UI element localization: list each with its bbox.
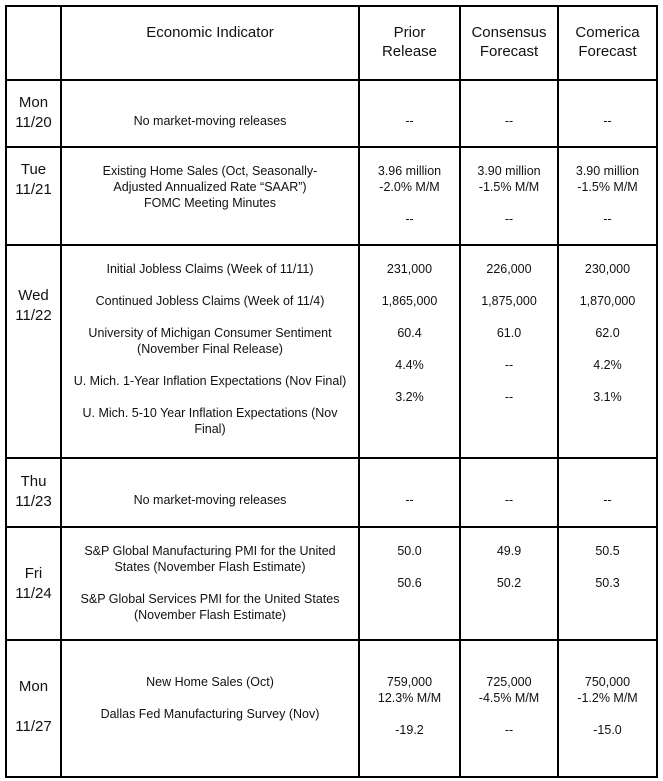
prior-cell (359, 640, 460, 777)
comerica-value: 62.0 (595, 326, 620, 341)
day-text: Thu 11/23 (15, 472, 52, 510)
comerica-value: -15.0 (593, 722, 622, 737)
indicator-value: University of Michigan Consumer Sentiment (November Final Release) (88, 326, 332, 357)
comerica-value: 50.5 (595, 543, 620, 558)
indicator-value: No market-moving releases (133, 114, 287, 128)
prior-value: 50.0 (397, 543, 422, 558)
consensus-value: -- (504, 358, 514, 373)
day-text: Mon 11/20 (15, 94, 52, 131)
consensus-value: 725,000 -4.5% M/M (478, 674, 540, 705)
prior-value: -- (405, 212, 414, 227)
consensus-cell (460, 458, 558, 527)
day-label (6, 458, 61, 527)
indicator-value: S&P Global Manufacturing PMI for the United States (November Flash Estimate) (84, 543, 336, 574)
consensus-cell (460, 147, 558, 245)
prior-value: 3.96 million -2.0% M/M (377, 164, 442, 195)
comerica-value: 750,000 -1.2% M/M (577, 674, 638, 705)
header-prior: Prior Release (359, 6, 460, 80)
indicator-value: New Home Sales (Oct) (146, 674, 274, 689)
day-label (6, 640, 61, 777)
prior-value: -- (405, 114, 414, 128)
indicator-value: S&P Global Services PMI for the United States (November Flash Estimate) (80, 591, 340, 622)
consensus-value: 49.9 (496, 543, 522, 558)
consensus-value: -- (504, 114, 514, 128)
day-label (6, 80, 61, 147)
consensus-value: -- (504, 212, 514, 227)
day-row (6, 458, 657, 527)
day-text: Fri 11/24 (15, 564, 52, 602)
comerica-cell (558, 245, 657, 457)
prior-cell (359, 245, 460, 457)
prior-value: -- (405, 492, 414, 507)
day-row (6, 640, 657, 777)
day-label (6, 147, 61, 245)
prior-cell (359, 147, 460, 245)
consensus-value: -- (504, 722, 514, 737)
day-row (6, 147, 657, 245)
consensus-value: 61.0 (496, 326, 522, 341)
comerica-value: 230,000 (584, 262, 631, 277)
prior-value: 231,000 (386, 262, 433, 277)
indicator-value: FOMC Meeting Minutes (144, 196, 276, 211)
indicator-cell (61, 80, 359, 147)
consensus-value: -- (504, 390, 514, 405)
consensus-value: 1,875,000 (481, 294, 537, 309)
consensus-cell (460, 80, 558, 147)
comerica-cell (558, 640, 657, 777)
day-label (6, 245, 61, 457)
day-row (6, 80, 657, 147)
day-row (6, 527, 657, 640)
day-label (6, 527, 61, 640)
comerica-cell (558, 527, 657, 640)
comerica-cell (558, 458, 657, 527)
day-text: Mon 11/27 (15, 677, 52, 735)
indicator-value: Dallas Fed Manufacturing Survey (Nov) (100, 706, 320, 721)
indicator-cell (61, 527, 359, 640)
comerica-value: 3.90 million -1.5% M/M (575, 164, 640, 195)
comerica-value: 50.3 (595, 575, 620, 590)
consensus-cell (460, 245, 558, 457)
indicator-value: Existing Home Sales (Oct, Seasonally-Adjusted Annualized Rate “SAAR”) (102, 164, 318, 195)
prior-value: 60.4 (397, 326, 422, 341)
prior-cell (359, 458, 460, 527)
header-day (6, 6, 61, 80)
consensus-value: 50.2 (496, 575, 522, 590)
comerica-value: 3.1% (593, 390, 622, 405)
prior-value: 4.4% (395, 358, 424, 373)
day-row (6, 245, 657, 457)
comerica-value: -- (603, 212, 612, 227)
comerica-cell (558, 147, 657, 245)
consensus-cell (460, 640, 558, 777)
indicator-cell (61, 147, 359, 245)
indicator-value: Continued Jobless Claims (Week of 11/4) (95, 294, 325, 309)
indicator-cell (61, 245, 359, 457)
prior-value: 759,000 12.3% M/M (377, 674, 442, 705)
header-comerica: Comerica Forecast (558, 6, 657, 80)
comerica-value: -- (603, 114, 612, 128)
indicator-cell (61, 640, 359, 777)
consensus-value: 3.90 million -1.5% M/M (477, 164, 541, 195)
header-indicator: Economic Indicator (61, 6, 359, 80)
comerica-cell (558, 80, 657, 147)
prior-value: 3.2% (395, 390, 424, 405)
header-consensus: Consensus Forecast (460, 6, 558, 80)
comerica-value: -- (603, 492, 612, 507)
prior-cell (359, 527, 460, 640)
header-row (6, 6, 657, 80)
consensus-value: 226,000 (486, 262, 532, 277)
consensus-cell (460, 527, 558, 640)
indicator-value: U. Mich. 5-10 Year Inflation Expectations (Nov Final) (82, 406, 338, 437)
day-text: Wed 11/22 (15, 287, 52, 325)
comerica-value: 4.2% (593, 358, 622, 373)
day-text: Tue 11/21 (15, 161, 52, 199)
comerica-value: 1,870,000 (579, 294, 636, 309)
prior-value: 50.6 (397, 575, 422, 590)
indicator-value: U. Mich. 1-Year Inflation Expectations (Nov Final) (73, 374, 347, 389)
indicator-value: Initial Jobless Claims (Week of 11/11) (106, 262, 314, 277)
indicator-value: No market-moving releases (133, 492, 287, 507)
prior-value: -19.2 (395, 722, 424, 737)
economic-calendar-table (5, 5, 658, 778)
consensus-value: -- (504, 492, 514, 507)
prior-cell (359, 80, 460, 147)
prior-value: 1,865,000 (381, 294, 438, 309)
indicator-cell (61, 458, 359, 527)
